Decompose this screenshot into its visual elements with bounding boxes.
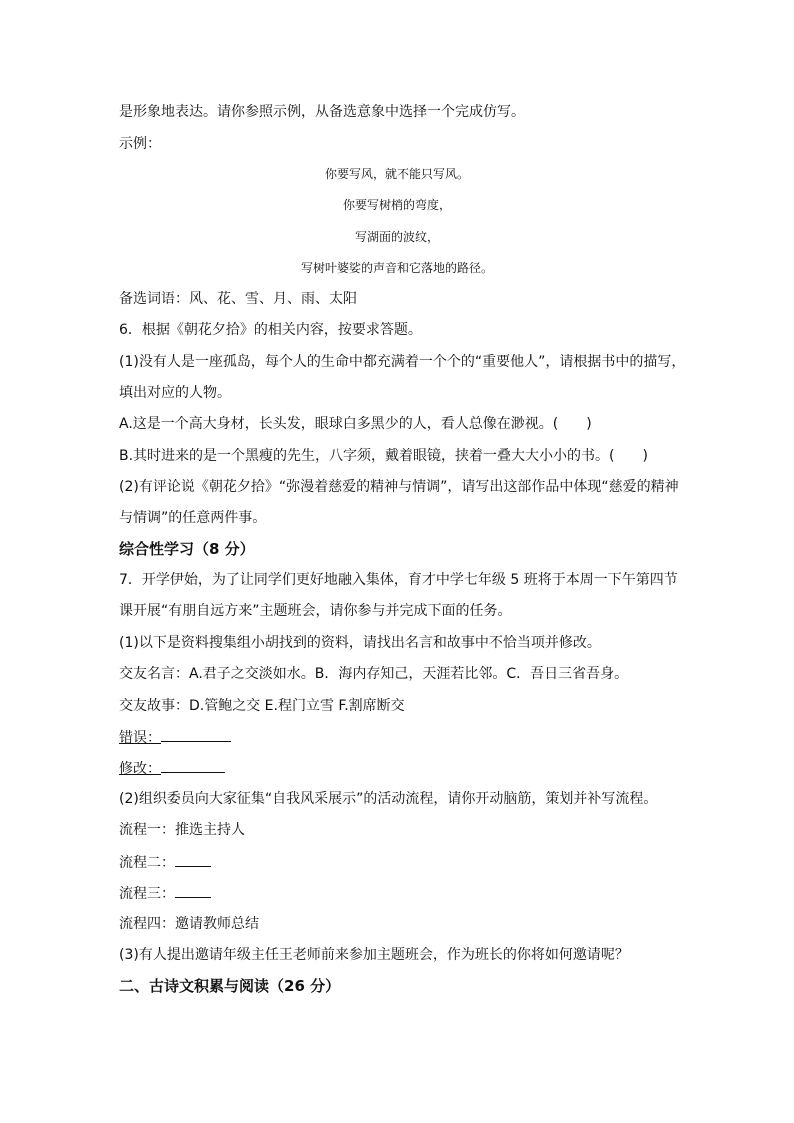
answer-line-error: [119, 727, 231, 748]
poem-line: 写湖面的波纹，: [354, 230, 439, 244]
answer-blank[interactable]: [161, 758, 225, 773]
error-label: 错误：: [119, 730, 161, 746]
text-line: 填出对应的人物。: [119, 385, 231, 401]
text-line: (1)没有人是一座孤岛，每个人的生命中都充满着一个个的“重要他人”，请根据书中的描写，: [119, 354, 686, 370]
answer-blank[interactable]: [175, 883, 211, 898]
text-line: 交友故事：D.管鲍之交 E.程门立雪 F.割席断交: [119, 698, 405, 714]
text-line: (1)以下是资料搜集组小胡找到的资料，请找出名言和故事中不恰当项并修改。: [119, 635, 601, 651]
question-7: 7．开学伊始，为了让同学们更好地融入集体，育才中学七年级 5 班将于本周一下午第四节: [119, 572, 678, 588]
section-heading: 二、古诗文积累与阅读（26 分）: [119, 977, 341, 995]
text-line: (2)组织委员向大家征集“自我风采展示”的活动流程，请你开动脑筋，策划并补写流程。: [119, 791, 658, 807]
step2-label: 流程二：: [119, 855, 175, 871]
text-line: 流程四：邀请教师总结: [119, 916, 259, 932]
fix-label: 修改：: [119, 761, 161, 777]
answer-blank[interactable]: [161, 727, 231, 742]
poem-line: 写树叶婆娑的声音和它落地的路径。: [300, 261, 493, 275]
text-line: 交友名言：A.君子之交淡如水。B．海内存知己，天涯若比邻。C．吾日三省吾身。: [119, 666, 629, 682]
poem-line: 你要写树梢的弯度，: [342, 198, 451, 212]
answer-blank[interactable]: [175, 852, 211, 867]
text-line: 是形象地表达。请你参照示例，从备选意象中选择一个完成仿写。: [119, 104, 525, 120]
text-line: (3)有人提出邀请年级主任王老师前来参加主题班会，作为班长的你将如何邀请呢？: [119, 947, 629, 963]
text-line: A.这是一个高大身材，长头发，眼球白多黑少的人，看人总像在渺视。( ): [119, 416, 592, 432]
text-line: B.其时进来的是一个黑瘦的先生，八字须，戴着眼镜，挟着一叠大大小小的书。( ): [119, 448, 648, 464]
text-line: 与情调”的任意两件事。: [119, 510, 267, 526]
text-line: 流程一：推选主持人: [119, 822, 245, 838]
text-line: (2)有评论说《朝花夕拾》“弥漫着慈爱的精神与情调”，请写出这部作品中体现“慈爱的精神: [119, 479, 679, 495]
question-6: 6．根据《朝花夕拾》的相关内容，按要求答题。: [119, 322, 422, 338]
step3-label: 流程三：: [119, 886, 175, 902]
answer-line-fix: [119, 758, 225, 779]
text-line: 课开展“有朋自远方来”主题班会，请你参与并完成下面的任务。: [119, 603, 512, 619]
section-heading: 综合性学习（8 分）: [119, 540, 255, 558]
answer-line-step2: [119, 852, 211, 873]
poem-line: 你要写风，就不能只写风。: [324, 167, 469, 181]
answer-line-step3: [119, 883, 211, 904]
example-label: 示例：: [119, 136, 161, 152]
text-line: 备选词语：风、花、雪、月、雨、太阳: [119, 291, 357, 307]
